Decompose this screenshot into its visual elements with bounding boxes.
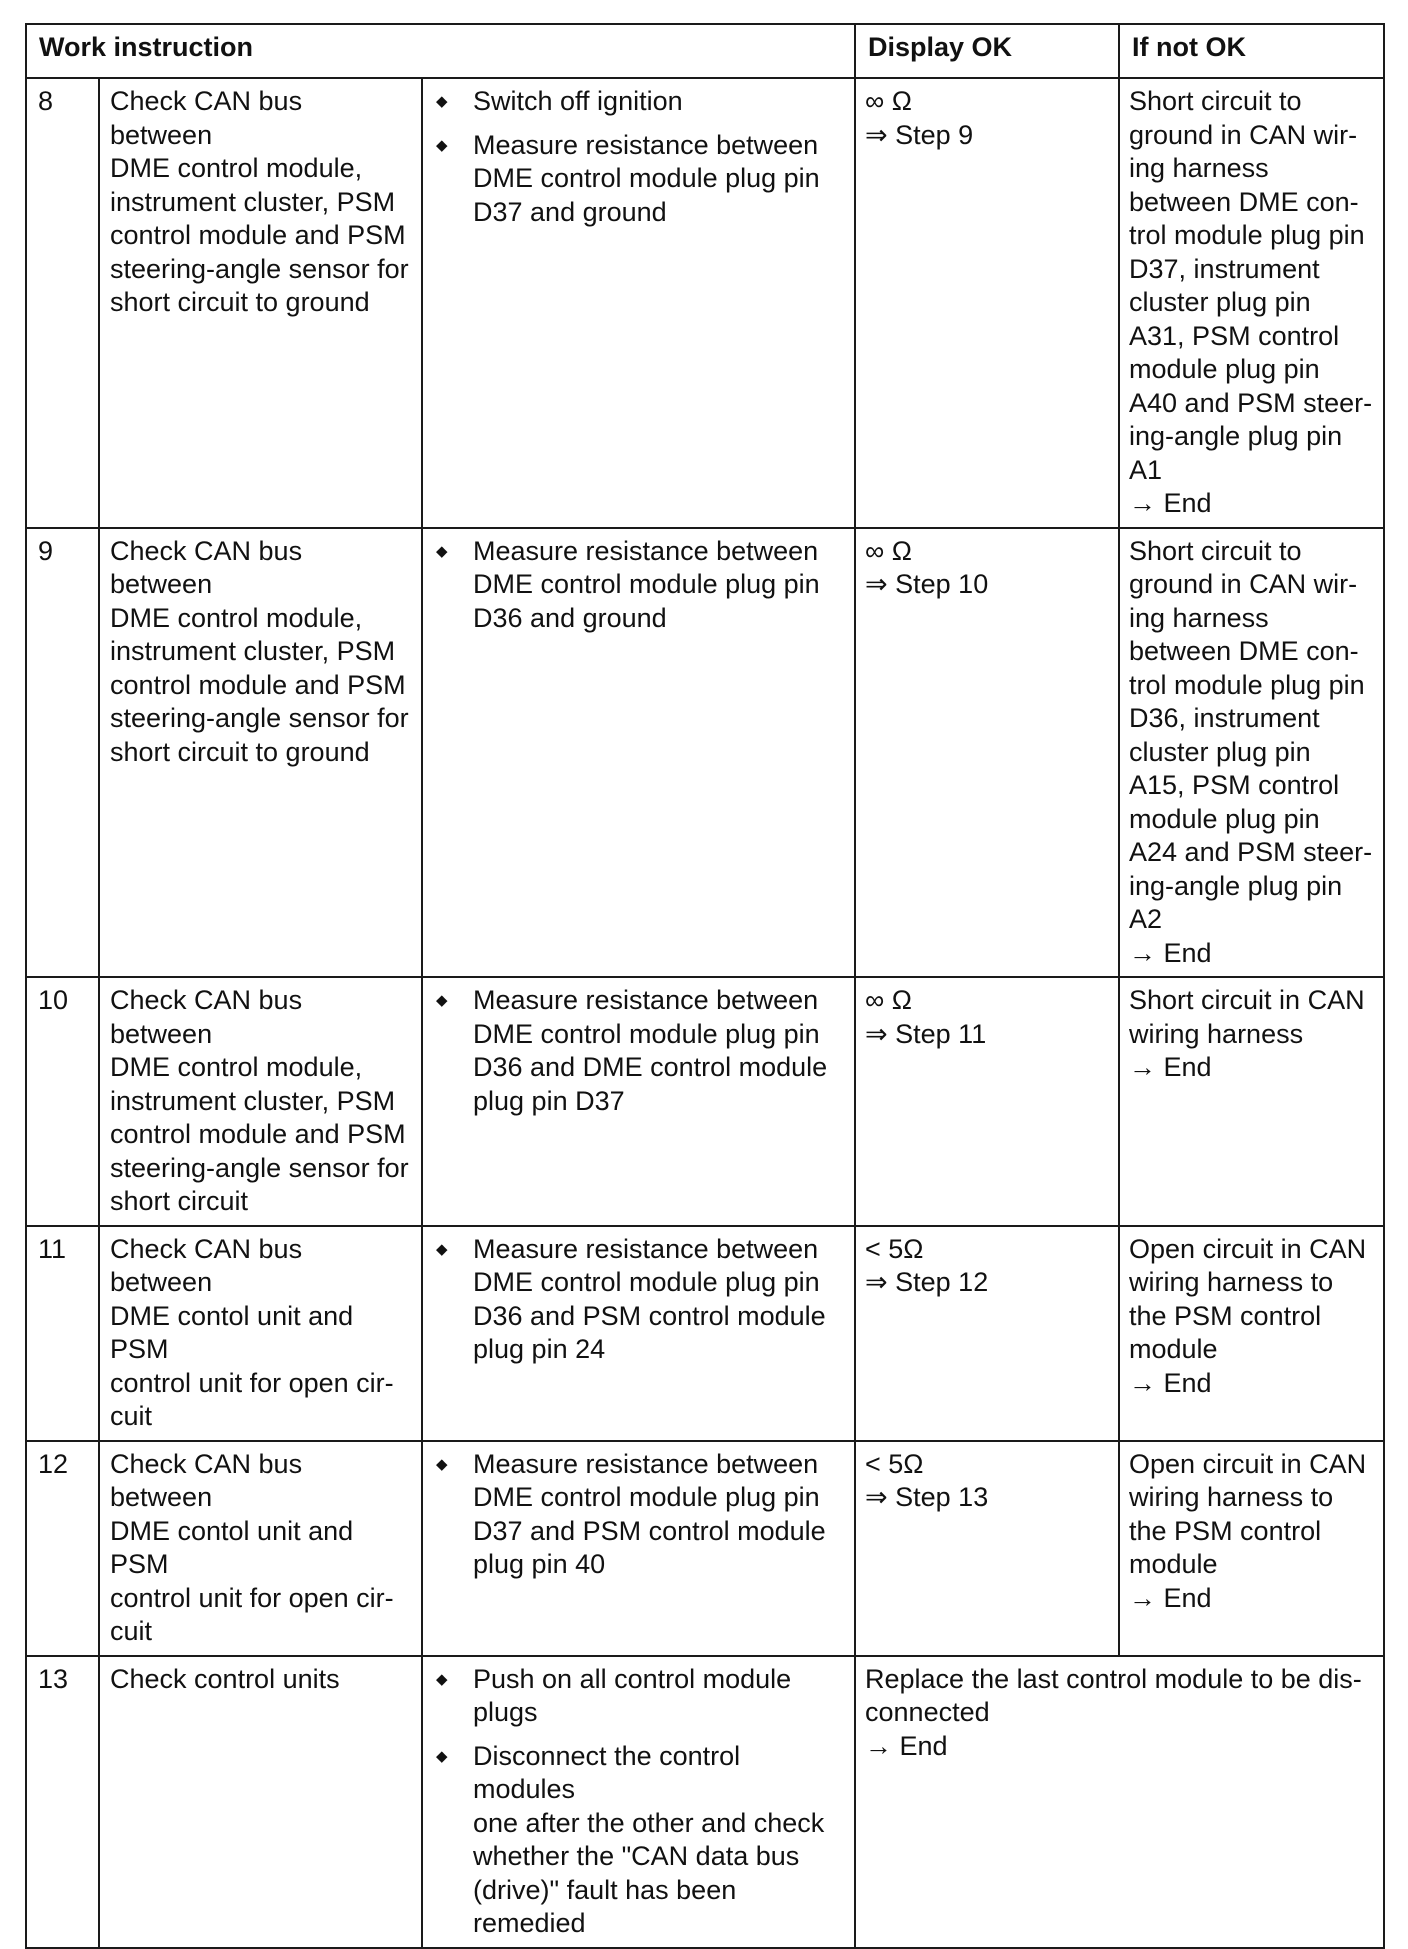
action-text — [473, 1663, 791, 1730]
text-line: ⇒ Step 10 — [865, 569, 989, 599]
action-item — [436, 1740, 848, 1941]
text-line: Push on all control module — [473, 1663, 792, 1694]
text-line: Short circuit to — [1129, 535, 1302, 566]
text-line: Replace the last control module to be dis- — [865, 1663, 1362, 1694]
text-line: A40 and PSM steer- — [1129, 387, 1373, 418]
display-ok-value — [855, 78, 1119, 528]
table-row — [26, 1226, 1384, 1441]
table-row — [26, 1656, 1384, 1948]
text-line: ing-angle plug pin — [1129, 870, 1343, 901]
header-if-not-ok: If not OK — [1119, 24, 1384, 78]
text-line: steering-angle sensor for — [110, 703, 409, 733]
if-not-ok-value — [1119, 78, 1384, 528]
text-line: wiring harness to — [1129, 1482, 1334, 1512]
action-item — [436, 129, 848, 230]
text-line: plug pin 24 — [473, 1334, 606, 1364]
text-line: cuit — [110, 1616, 153, 1646]
text-line: ing-angle plug pin — [1129, 421, 1343, 451]
text-line: Check CAN bus between — [110, 1448, 303, 1512]
text-line: D36 and ground — [473, 602, 667, 633]
step-number: 9 — [26, 528, 99, 978]
result-merged — [855, 1656, 1384, 1948]
action-list — [422, 977, 855, 1226]
text-line: cluster plug pin — [1129, 736, 1311, 767]
text-line: whether the "CAN data bus — [473, 1841, 800, 1871]
action-list — [422, 1441, 855, 1656]
text-line: DME contol unit and PSM — [110, 1515, 354, 1579]
check-description — [99, 1441, 422, 1656]
text-line: DME control module, — [110, 1052, 363, 1082]
text-line: < 5Ω — [865, 1448, 924, 1479]
display-ok-value — [855, 977, 1119, 1226]
bullet-diamond-icon: ◆ — [436, 542, 448, 560]
table-row — [26, 78, 1384, 528]
text-line: Check CAN bus between — [110, 985, 303, 1049]
text-line: D37 and ground — [473, 196, 667, 227]
text-line: Check control units — [110, 1663, 340, 1694]
text-line: module — [1129, 1334, 1218, 1364]
step-number: 8 — [26, 78, 99, 528]
step-number: 10 — [26, 977, 99, 1226]
text-line: → End — [1129, 1582, 1212, 1613]
action-text — [473, 1740, 848, 1941]
table-row — [26, 1441, 1384, 1656]
text-line: between DME con- — [1129, 186, 1359, 217]
text-line: D36 and PSM control module — [473, 1300, 826, 1331]
action-text — [473, 1233, 826, 1367]
text-line: Check CAN bus between — [110, 86, 303, 150]
bullet-diamond-icon: ◆ — [436, 136, 448, 154]
action-text — [473, 1448, 826, 1582]
text-line: Measure resistance between — [473, 1448, 819, 1479]
bullet-diamond-icon: ◆ — [436, 1670, 448, 1688]
text-line: Measure resistance between — [473, 985, 819, 1015]
step-number: 12 — [26, 1441, 99, 1656]
text-line: between DME con- — [1129, 636, 1359, 666]
text-line: Measure resistance between — [473, 129, 819, 160]
text-line: trol module plug pin — [1129, 669, 1365, 700]
text-line: DME control module, — [110, 153, 363, 183]
text-line: Open circuit in CAN — [1129, 1233, 1367, 1264]
action-text — [473, 85, 683, 119]
action-item — [436, 535, 848, 636]
text-line: D37 and PSM control module — [473, 1515, 826, 1546]
text-line: Measure resistance between — [473, 1233, 819, 1264]
text-line: connected — [865, 1697, 990, 1727]
action-list — [422, 528, 855, 978]
action-list — [422, 1656, 855, 1948]
text-line: ⇒ Step 11 — [865, 1018, 987, 1049]
text-line: ing harness — [1129, 153, 1269, 183]
bullet-diamond-icon: ◆ — [436, 1240, 448, 1258]
text-line: → End — [1129, 1052, 1212, 1082]
text-line: ground in CAN wir- — [1129, 569, 1358, 599]
text-line: A2 — [1129, 904, 1163, 934]
check-description — [99, 1226, 422, 1441]
bullet-diamond-icon: ◆ — [436, 992, 448, 1009]
text-line: DME control module plug pin — [473, 1018, 820, 1049]
if-not-ok-value — [1119, 977, 1384, 1226]
text-line: plug pin D37 — [473, 1085, 625, 1116]
text-line: instrument cluster, PSM — [110, 1085, 396, 1116]
text-line: trol module plug pin — [1129, 220, 1365, 250]
text-line: DME control module, — [110, 602, 363, 633]
text-line: Short circuit in CAN — [1129, 985, 1365, 1015]
action-text — [473, 129, 820, 230]
table-row — [26, 977, 1384, 1226]
display-ok-value — [855, 528, 1119, 978]
text-line: instrument cluster, PSM — [110, 186, 396, 217]
text-line: control unit for open cir- — [110, 1367, 394, 1398]
action-item — [436, 1233, 848, 1367]
text-line: (drive)" fault has been remedied — [473, 1874, 737, 1938]
text-line: D36, instrument — [1129, 703, 1320, 733]
text-line: DME control module plug pin — [473, 1482, 820, 1512]
check-description — [99, 528, 422, 978]
text-line: ⇒ Step 13 — [865, 1482, 989, 1512]
header-row — [26, 24, 1384, 78]
text-line: ⇒ Step 9 — [865, 119, 974, 150]
text-line: D36 and DME control module — [473, 1052, 828, 1082]
text-line: DME contol unit and PSM — [110, 1300, 354, 1364]
action-item — [436, 85, 848, 119]
text-line: instrument cluster, PSM — [110, 636, 396, 666]
action-item — [436, 1448, 848, 1582]
display-ok-value — [855, 1441, 1119, 1656]
text-line: ∞ Ω — [865, 985, 912, 1015]
text-line: Open circuit in CAN — [1129, 1448, 1367, 1479]
text-line: Switch off ignition — [473, 86, 683, 116]
text-line: A24 and PSM steer- — [1129, 837, 1373, 867]
text-line: D37, instrument — [1129, 253, 1320, 284]
text-line: A15, PSM control — [1129, 770, 1340, 800]
text-line: A31, PSM control — [1129, 320, 1340, 351]
action-item — [436, 1663, 848, 1730]
text-line: → End — [1129, 937, 1212, 968]
text-line: control unit for open cir- — [110, 1582, 394, 1613]
text-line: Short circuit to — [1129, 86, 1302, 116]
if-not-ok-value — [1119, 528, 1384, 978]
text-line: short circuit to ground — [110, 287, 370, 317]
text-line: ing harness — [1129, 602, 1269, 633]
text-line: Check CAN bus between — [110, 1233, 303, 1297]
action-list — [422, 1226, 855, 1441]
text-line: steering-angle sensor for — [110, 1152, 409, 1183]
text-line: ∞ Ω — [865, 535, 912, 566]
text-line: → End — [865, 1730, 948, 1761]
text-line: ∞ Ω — [865, 86, 912, 116]
text-line: control module and PSM — [110, 1119, 406, 1149]
step-number: 13 — [26, 1656, 99, 1948]
action-list — [422, 78, 855, 528]
text-line: cuit — [110, 1401, 153, 1431]
text-line: Measure resistance between — [473, 535, 819, 566]
text-line: wiring harness to — [1129, 1267, 1334, 1297]
step-number: 11 — [26, 1226, 99, 1441]
action-text — [473, 984, 827, 1118]
text-line: ground in CAN wir- — [1129, 119, 1358, 150]
text-line: control module and PSM — [110, 220, 406, 250]
work-instruction-table — [25, 23, 1385, 1949]
text-line: module plug pin — [1129, 354, 1320, 384]
text-line: < 5Ω — [865, 1233, 924, 1264]
text-line: wiring harness — [1129, 1018, 1304, 1049]
check-description — [99, 977, 422, 1226]
text-line: module — [1129, 1549, 1218, 1579]
text-line: short circuit to ground — [110, 736, 370, 767]
text-line: ⇒ Step 12 — [865, 1267, 989, 1297]
if-not-ok-value — [1119, 1441, 1384, 1656]
text-line: A1 — [1129, 454, 1163, 485]
text-line: control module and PSM — [110, 669, 406, 700]
bullet-diamond-icon: ◆ — [436, 1455, 448, 1473]
text-line: the PSM control — [1129, 1300, 1322, 1331]
bullet-diamond-icon: ◆ — [436, 1747, 448, 1765]
header-work-instruction: Work instruction — [26, 24, 855, 78]
display-ok-value — [855, 1226, 1119, 1441]
header-display-ok: Display OK — [855, 24, 1119, 78]
text-line: steering-angle sensor for — [110, 253, 409, 284]
text-line: DME control module plug pin — [473, 569, 820, 599]
action-text — [473, 535, 820, 636]
text-line: short circuit — [110, 1186, 249, 1216]
text-line: Check CAN bus between — [110, 535, 303, 599]
text-line: one after the other and check — [473, 1807, 825, 1838]
action-item — [436, 984, 848, 1118]
text-line: Disconnect the control modules — [473, 1740, 741, 1804]
text-line: → End — [1129, 488, 1212, 518]
text-line: module plug pin — [1129, 803, 1320, 834]
text-line: plugs — [473, 1697, 538, 1727]
check-description — [99, 78, 422, 528]
text-line: plug pin 40 — [473, 1549, 606, 1579]
text-line: DME control module plug pin — [473, 163, 820, 193]
text-line: → End — [1129, 1367, 1212, 1398]
text-line: cluster plug pin — [1129, 287, 1311, 317]
text-line: the PSM control — [1129, 1515, 1322, 1546]
if-not-ok-value — [1119, 1226, 1384, 1441]
check-description — [99, 1656, 422, 1948]
text-line: DME control module plug pin — [473, 1267, 820, 1297]
bullet-diamond-icon: ◆ — [436, 93, 448, 110]
table-row — [26, 528, 1384, 978]
table-body — [26, 78, 1384, 1948]
